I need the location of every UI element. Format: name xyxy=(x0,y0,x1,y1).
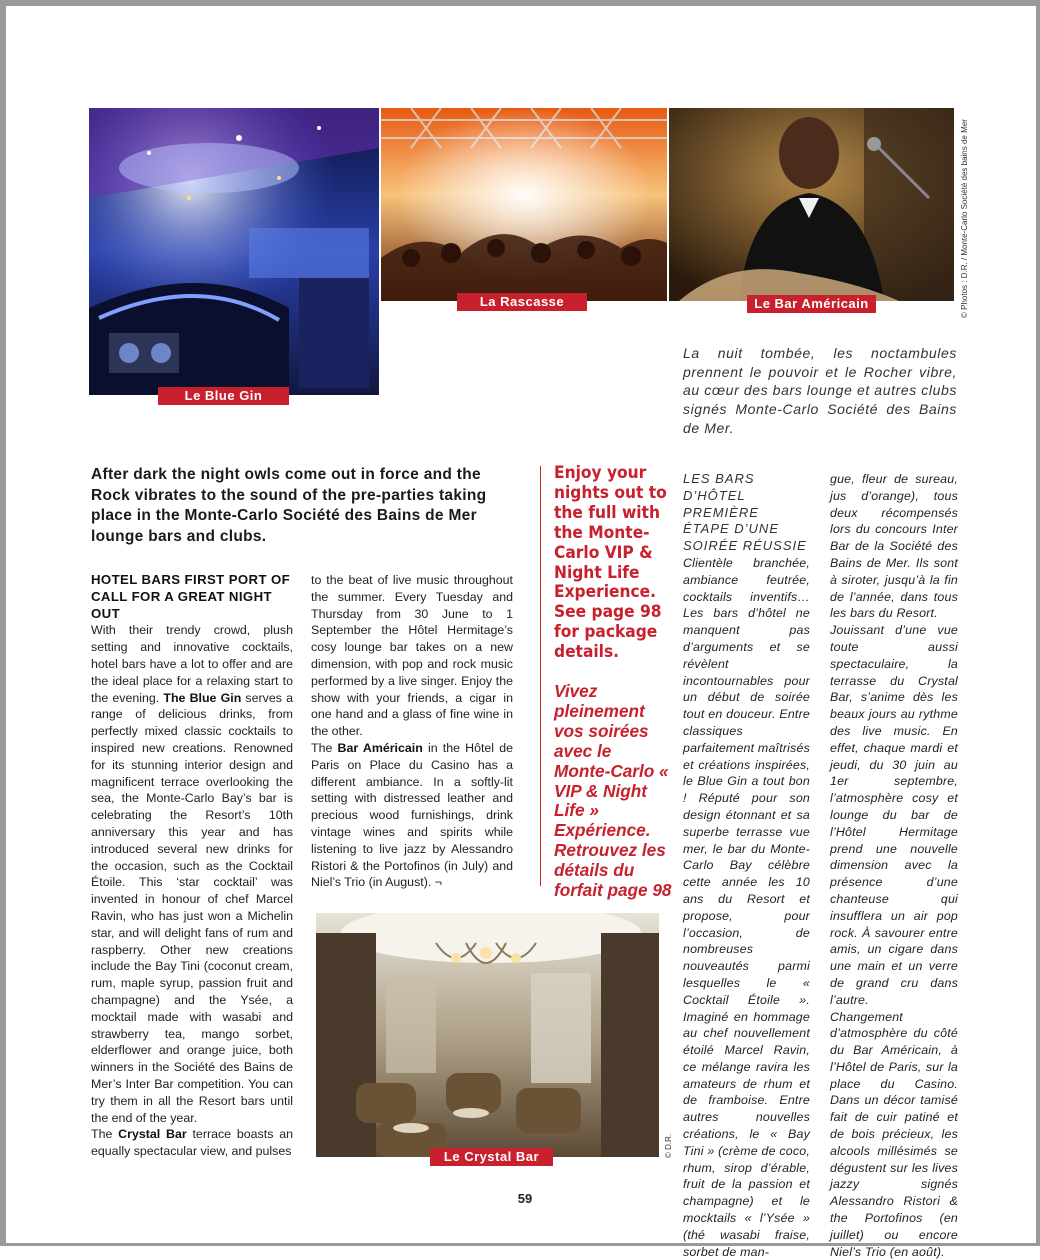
page-number: 59 xyxy=(505,1191,545,1206)
article-fr-p1-part2: gue, fleur de sureau, jus d’orange), tous deux récompensés lors du concours Inter Bar de la Société des Bains de Mer. Ils sont à siroter, jusqu’à la fin de l’année, dans tous les bars du Resort. xyxy=(830,471,958,622)
article-en-p3 xyxy=(311,740,513,891)
article-fr-col-2 xyxy=(830,471,958,1260)
intro-en: After dark the night owls come out in force and the Rock vibrates to the sound of the pre-parties taking place in the Monte-Carlo Société des Bains de Mer lounge bars and clubs. xyxy=(91,465,513,547)
article-en-p3-text-a: The xyxy=(311,741,338,755)
article-en-p2-bold: Crystal Bar xyxy=(118,1127,187,1141)
photo-blue-gin xyxy=(89,108,379,395)
photo-crystal-bar xyxy=(316,913,659,1157)
tag-blue-gin: Le Blue Gin xyxy=(158,387,289,405)
article-en-col-1 xyxy=(91,572,293,1160)
article-en-p2-continued: to the beat of live music throughout the summer. Every Tuesday and Thursday from 30 June to 1 September the Hôtel Hermitage’s cosy lounge bar takes on a new dimension, with pop and rock music performed by a live singer. Enjoy the show with your friends, a cigar in one hand and a glass of fine wine in the other. xyxy=(311,572,513,740)
page-frame-top xyxy=(0,0,1040,6)
article-fr-p2: Jouissant d’une vue toute aussi spectaculaire, la terrasse du Crystal Bar, s’anime dès les beaux jours au rythme des live music. En effet, chaque mardi et jeudi, du 30 juin au 1er septembre, l’atmosphère cosy et lounge du bar de l’Hôtel Hermitage prend une nouvelle dimension avec la présence d’une chanteuse qui insufflera un air pop rock. À savourer entre amis, un cigare dans une main et un verre de grand cru dans l’autre. xyxy=(830,622,958,1008)
tag-bar-americain: Le Bar Américain xyxy=(747,295,876,313)
callout-en: Enjoy your nights out to the full with the Monte-Carlo VIP & Night Life Experience. See page 98 for package details. xyxy=(554,464,672,663)
page-frame-left xyxy=(0,0,6,1246)
article-en-p2-text-b-part1: terrace boasts an equally spectacular view, and pulses xyxy=(91,1127,293,1158)
article-fr-p1-part1: Clientèle branchée, ambiance feutrée, cocktails inventifs… Les bars d’hôtel ne manquent pas d’arguments et se révèlent incontournables pour un début de soirée tout en douceur. Entre classiques parfaitement maîtrisés et créations inspirées, le Blue Gin a tout bon ! Réputé pour son design étonnant et sa superbe terrasse vue mer, le bar du Monte-Carlo Bay célèbre cette année les 10 ans du Resort et propose, pour l’occasion, de nombreuses nouveautés parmi lesquelles le « Cocktail Étoile ». Imaginé en hommage au chef nouvellement étoilé Marcel Ravin, ce mélange ravira les amateurs de rhum et de framboise. Entre autres nouvelles créations, le « Bay Tini » (crème de coco, rhum, sirop d’érable, fruit de la passion et champagne) et le mocktails « l’Ysée » (thé wasabi fraise, sorbet de man- xyxy=(683,555,810,1260)
photo-credit-crystal: © D.R. xyxy=(664,1134,673,1158)
photo-rascasse xyxy=(381,108,667,301)
article-en-p3-text-b: in the Hôtel de Paris on Place du Casino has a different ambiance. In a softly-lit setting with distressed leather and precious wood furnishings, drink vintage wines and spirits while listening to live jazz by Alessandro Ristori & the Portofinos (in July) and Niel’s Trio (in August). ¬ xyxy=(311,741,513,889)
article-en-p1-text-a: With their trendy crowd, plush setting and innovative cocktails, hotel bars have a lot to offer and are the ideal place for a relaxing start to the evening. xyxy=(91,623,293,704)
article-en-p1 xyxy=(91,622,293,1126)
callout-fr: Vivez pleinement vos soirées avec le Monte-Carlo « VIP & Night Life » Expérience. Retrouvez les détails du forfait page 98 xyxy=(554,682,672,901)
caption-fr: La nuit tombée, les noctambules prennent le pouvoir et le Rocher vibre, au cœur des bars lounge et autres clubs signés Monte-Carlo Société des Bains de Mer. xyxy=(683,344,957,438)
tag-crystal-bar: Le Crystal Bar xyxy=(430,1148,553,1166)
article-en-p3-bold: Bar Américain xyxy=(338,741,423,755)
article-en-p1-text-b: serves a range of delicious drinks, from perfectly mixed classic cocktails to inspired new creations. Renowned for its stunning interior design and magnificent terrace overlooking the sea, the Monte-Carlo Bay’s bar is celebrating the Resort’s 10th anniversary this year and has introduced several new drinks for the occasion, such as the Cocktail Étoile. This ‘star cocktail’ was invented in honour of chef Marcel Ravin, who has just won a Michelin star, and will delight fans of rum and raspberry. Other new creations include the Bay Tini (coconut cream, rum, maple syrup, passion fruit and champagne) and the Ysée, a mocktail made with wasabi and strawberry tea, mango sorbet, elderflower and orange juice, both winners in the Société des Bains de Mer’s Inter Bar competition. You can try them in all the Resort bars until the end of the year. xyxy=(91,691,293,1125)
page-frame-right xyxy=(1036,0,1040,1246)
article-en-p2-text-a: The xyxy=(91,1127,118,1141)
article-en-p2-start xyxy=(91,1126,293,1160)
crystal-bar-image xyxy=(316,913,659,1157)
article-en-col-2 xyxy=(311,572,513,891)
article-fr-col-1 xyxy=(683,471,810,1260)
photo-credit-top: © Photos : D.R. / Monte-Carlo Société des bains de Mer xyxy=(960,119,969,318)
photo-bar-americain xyxy=(669,108,954,301)
callout-divider xyxy=(540,466,541,886)
rascasse-image xyxy=(381,108,667,301)
article-fr-p3: Changement d’atmosphère du côté du Bar Américain, à l’Hôtel de Paris, sur la place du Casino. Dans un décor tamisé fait de cuir patiné et de bois précieux, les alcools millésimés se dégustent sur les lives jazzy signés Alessandro Ristori & the Portofinos (en juillet) ou encore Niel’s Trio (en août). xyxy=(830,1009,958,1260)
blue-gin-image xyxy=(89,108,379,395)
article-en-heading: HOTEL BARS FIRST PORT OF CALL FOR A GREAT NIGHT OUT xyxy=(91,572,293,622)
article-fr-heading: LES BARS D’HÔTEL PREMIÈRE ÉTAPE D’UNE SOIRÉE RÉUSSIE xyxy=(683,471,810,555)
article-en-p1-bold: The Blue Gin xyxy=(163,691,241,705)
tag-rascasse: La Rascasse xyxy=(457,293,587,311)
bar-americain-image xyxy=(669,108,954,301)
